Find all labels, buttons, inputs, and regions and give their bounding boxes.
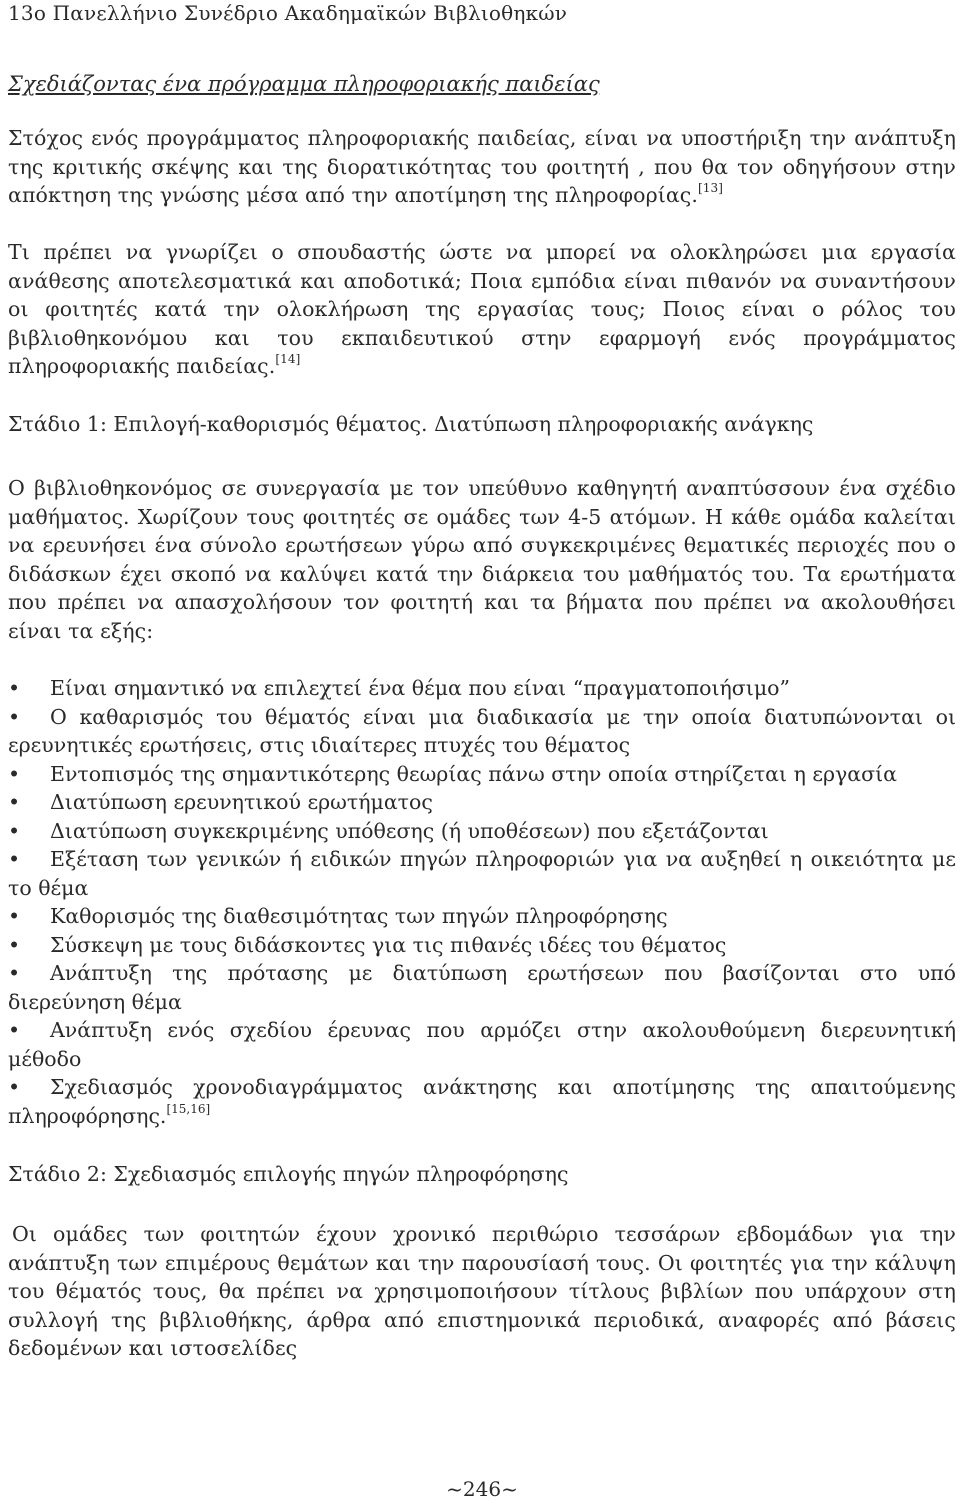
list-item: • Σύσκεψη με τους διδάσκοντες για τις πιθανές ιδέες του θέματος [8,931,956,960]
bullet-icon: • [8,904,21,928]
citation-15-16: [15,16] [166,1101,211,1116]
list-item: • Καθορισμός της διαθεσιμότητας των πηγών πληροφόρησης [8,902,956,931]
bullet-icon: • [8,932,21,957]
list-item: • Διατύπωση συγκεκριμένης υπόθεσης (ή υποθέσεων) που εξετάζονται [8,817,956,846]
bullet-icon: • [8,676,21,700]
list-item: • Διατύπωση ερευνητικού ερωτήματος [8,788,956,817]
bullet-icon: • [8,1018,21,1042]
bullet-icon: • [8,790,21,814]
list-item: • Είναι σημαντικό να επιλεχτεί ένα θέμα που είναι “πραγματοποιήσιμο” [8,674,956,703]
paragraph-goal-text: Στόχος ενός προγράμματος πληροφοριακής παιδείας, είναι να υποστήριξη την ανάπτυξη της κριτικής σκέψης και της διορατικότητας του φοιτητή , που θα τον οδηγήσουν στην απόκτηση της γνώσης μέσα από την αποτίμηση της πληροφορίας. [8,126,956,207]
list-item: • Εντοπισμός της σημαντικότερης θεωρίας πάνω στην οποία στηρίζεται η εργασία [8,760,956,789]
paragraph-groups [8,1220,956,1363]
list-item: • Ανάπτυξη της πρότασης με διατύπωση ερωτήσεων που βασίζονται στο υπό διερεύνηση θέμα [8,961,956,1014]
list-item: • Εξέταση των γενικών ή ειδικών πηγών πληροφοριών για να αυξηθεί η οικειότητα με το θέμα [8,847,956,900]
list-item: • Σχεδιασμός χρονοδιαγράμματος ανάκτησης και αποτίμησης της απαιτούμενης πληροφόρησης.[15,16] [8,1075,956,1128]
paragraph-collaboration-text: Ο βιβλιοθηκονόμος σε συνεργασία με τον υπεύθυνο καθηγητή αναπτύσσουν ένα σχέδιο μαθήματος. Χωρίζουν τους φοιτητές σε ομάδες των 4-5 ατόμων. Η κάθε ομάδα καλείται να ερευνήσει ένα σύνολο ερωτήσεων γύρω από συγκεκριμένες θεματικές περιοχές που ο διδάσκων έχει σκοπό να καλύψει κατά την διάρκεια του μαθήματός του. Τα ερωτήματα που πρέπει να απασχολήσουν τον φοιτητή και τα βήματα που πρέπει να ακολουθήσει είναι τα εξής: [8,476,956,643]
steps-list [8,674,956,1130]
bullet-icon: • [8,1075,21,1099]
bullet-icon: • [8,704,21,729]
running-header: 13ο Πανελλήνιο Συνέδριο Ακαδημαϊκών Βιβλιοθηκών [8,1,568,25]
stage-1-heading: Στάδιο 1: Επιλογή-καθορισμός θέματος. Διατύπωση πληροφοριακής ανάγκης [8,412,814,436]
list-item: • Ανάπτυξη ενός σχεδίου έρευνας που αρμόζει στην ακολουθούμενη διερευνητική μέθοδο [8,1018,956,1071]
citation-14: [14] [275,352,301,367]
list-item: • Ο καθαρισμός του θέματός είναι μια διαδικασία με την οποία διατυπώνονται οι ερευνητικές ερωτήσεις, στις ιδιαίτερες πτυχές του θέματος [8,704,956,757]
paragraph-questions-text: Τι πρέπει να γνωρίζει ο σπουδαστής ώστε να μπορεί να ολοκληρώσει μια εργασία ανάθεσης αποτελεσματικά και αποδοτικά; Ποια εμπόδια είναι πιθανόν να συναντήσουν οι φοιτητές κατά την ολοκλήρωση της εργασίας τους; Ποιος είναι ο ρόλος του βιβλιοθηκονόμου και του εκπαιδευτικού στην εφαρμογή ενός προγράμματος πληροφοριακής παιδείας. [8,240,956,378]
paragraph-goal [8,124,956,210]
bullet-icon: • [8,818,21,843]
bullet-icon: • [8,847,21,871]
citation-13: [13] [698,181,724,196]
section-title: Σχεδιάζοντας ένα πρόγραμμα πληροφοριακής παιδείας [8,72,600,96]
bullet-icon: • [8,761,21,786]
paragraph-groups-text: Οι ομάδες των φοιτητών έχουν χρονικό περιθώριο τεσσάρων εβδομάδων για την ανάπτυξη των επιμέρους θεμάτων και την παρουσίασή τους. Οι φοιτητές για την κάλυψη του θέματός τους, θα πρέπει να χρησιμοποιήσουν τίτλους βιβλίων που υπάρχουν στη συλλογή της βιβλιοθήκης, άρθρα από επιστημονικά περιοδικά, αναφορές από βάσεις δεδομένων και ιστοσελίδες [8,1222,956,1360]
stage-2-heading: Στάδιο 2: Σχεδιασμός επιλογής πηγών πληροφόρησης [8,1162,569,1186]
page-number: ~246~ [446,1477,518,1501]
paragraph-collaboration [8,474,956,645]
paragraph-questions [8,238,956,381]
bullet-icon: • [8,961,21,985]
